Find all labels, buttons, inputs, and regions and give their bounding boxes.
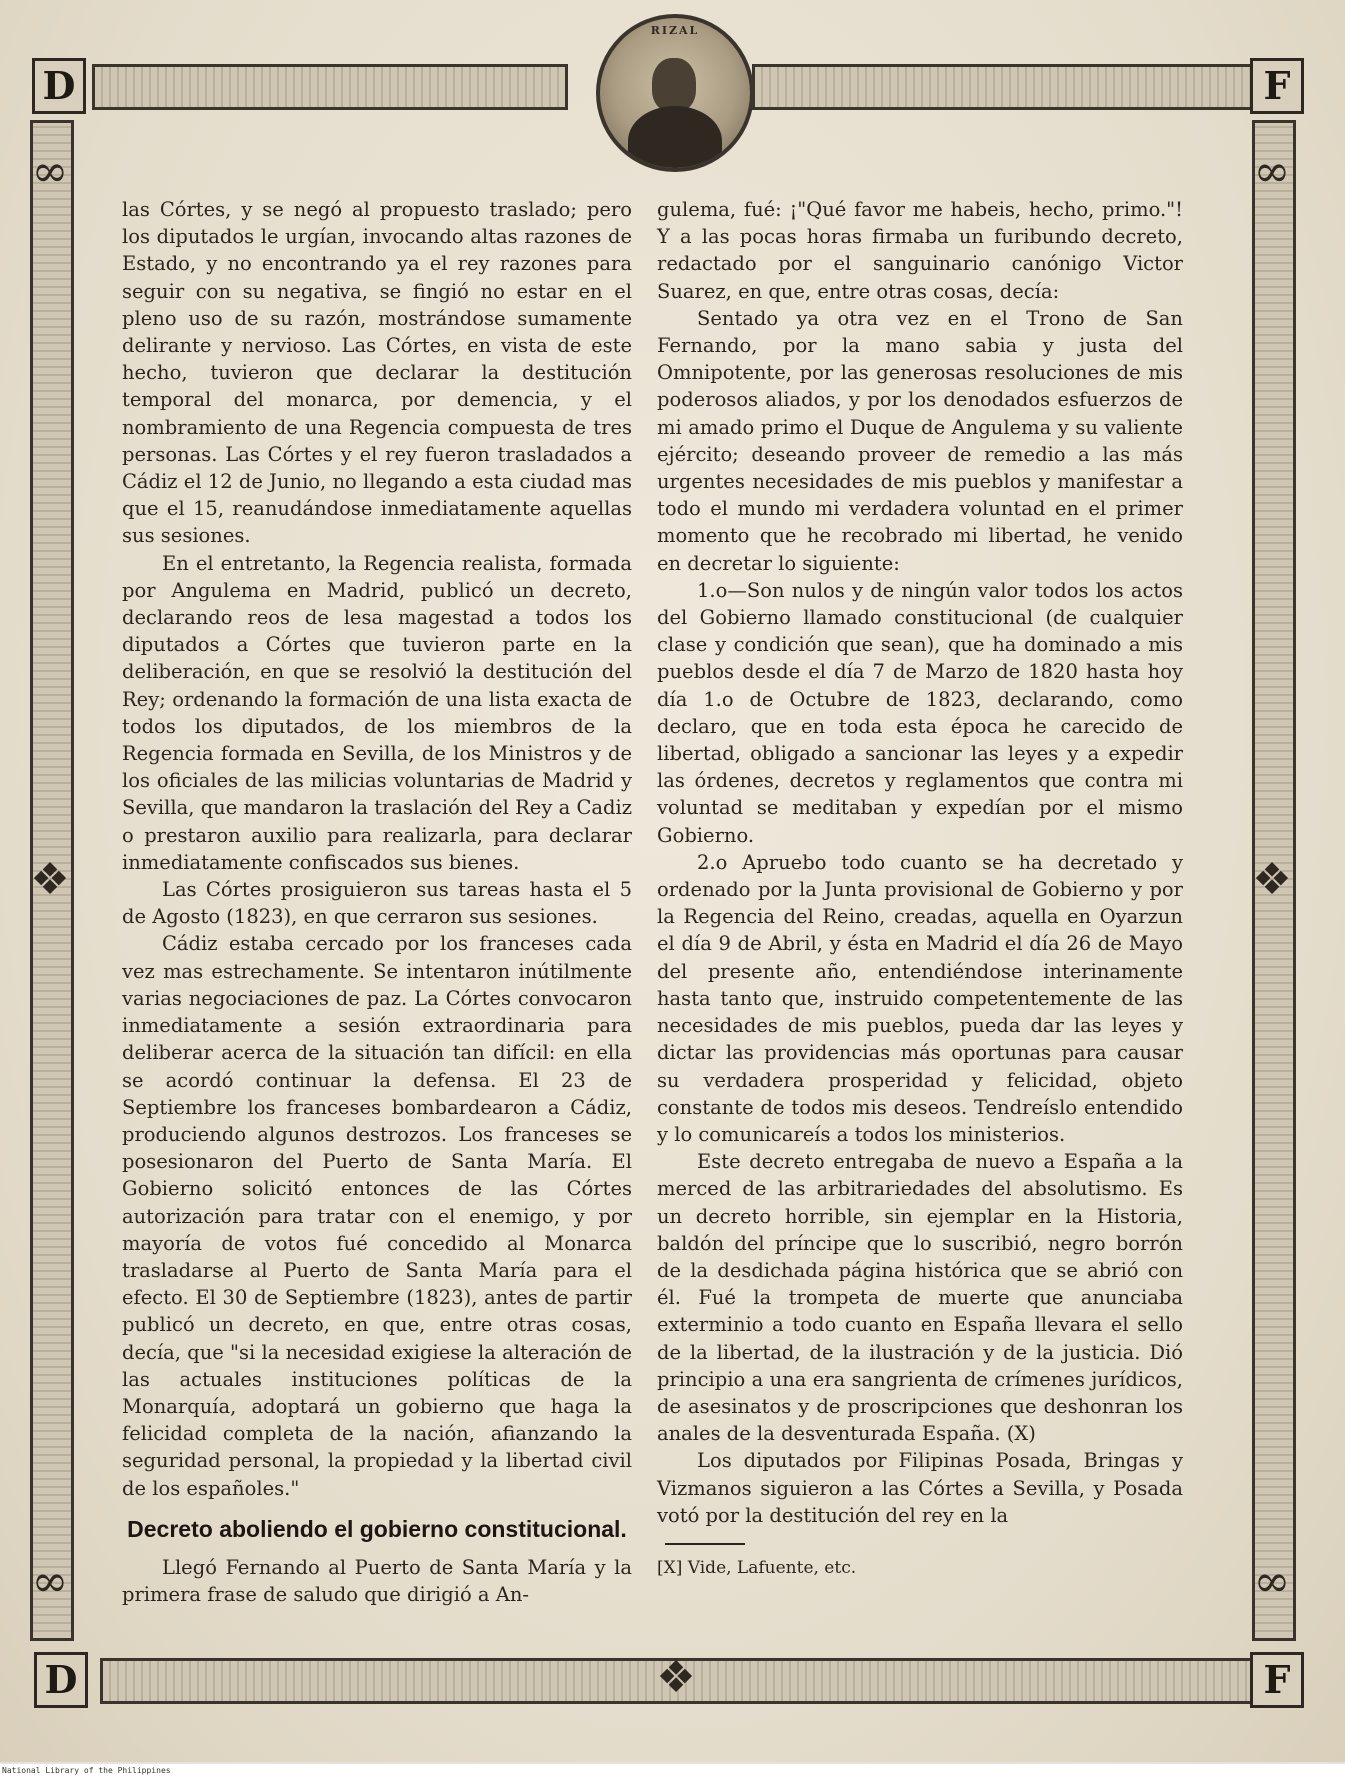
paragraph: Los diputados por Filipinas Posada, Bringas y Vizmanos siguieron a las Córtes a Sevilla, y Posada votó por la destitución del rey en la xyxy=(657,1449,1183,1527)
right-text-column xyxy=(657,196,1183,1582)
flower-ornament-icon: ❖ xyxy=(1252,854,1292,905)
left-text-column xyxy=(122,196,632,1608)
section-heading: Decreto aboliendo el gobierno constitucional. xyxy=(127,1515,627,1542)
portrait-head xyxy=(652,58,696,112)
paragraph: 1.o—Son nulos y de ningún valor todos los actos del Gobierno llamado constitucional (de cualquier clase y condición que sean), que ha dominado a mis pueblos desde el día 7 de Marzo de 1820 hasta hoy día 1.o de Octubre de 1823, declarando, como declaro, que en toda esta época he carecido de libertad, obligado a sancionar las leyes y a expedir las órdenes, decretos y reglamentos que contra mi voluntad se meditaban y expedían por el mismo Gobierno. xyxy=(657,578,1183,847)
corner-monogram-bottom-right: F xyxy=(1250,1652,1304,1708)
paragraph: Las Córtes prosiguieron sus tareas hasta el 5 de Agosto (1823), en que cerraron sus sesiones. xyxy=(122,878,632,929)
corner-monogram-bottom-left: D xyxy=(34,1652,88,1708)
border-top-left xyxy=(92,64,568,110)
corner-monogram-top-left: D xyxy=(32,58,86,114)
paragraph: Este decreto entregaba de nuevo a España a la merced de las arbitrariedades del absolutismo. Es un decreto horrible, sin ejemplar en la Historia, baldón del príncipe que lo suscribió, negro borrón de la desdichada página histórica que se abrió con él. Fué la trompeta de muerte que anunciaba exterminio a todo cuanto en España llevara el sello de la libertad, de la ilustración y de la justicia. Dió principio a una era sangrienta de crímenes jurídicos, de asesinatos y de proscripciones que deshonran los anales de la desventurada España. (X) xyxy=(657,1150,1183,1446)
library-credit: National Library of the Philippines xyxy=(0,1764,1345,1778)
flower-ornament-icon: ❖ xyxy=(30,854,70,905)
paragraph: Sentado ya otra vez en el Trono de San Fernando, por la mano sabia y justa del Omnipotente, por las generosas resoluciones de mis poderosos aliados, y por los denodados esfuerzos de mi amado primo el Duque de Angulema y su valiente ejército; deseando proveer de remedio a las más urgentes necesidades de mis pueblos y manifestar a todo el mundo mi verdadera voluntad en el primer momento que he recobrado mi libertad, he venido en decretar lo siguiente: xyxy=(657,306,1183,575)
paragraph: Llegó Fernando al Puerto de Santa María y la primera frase de saludo que dirigió a An- xyxy=(122,1555,632,1606)
paragraph: las Córtes, y se negó al propuesto traslado; pero los diputados le urgían, invocando altas razones de Estado, y no encontrando ya el rey razones para seguir con su negativa, se fingió no estar en el pleno uso de su razón, mostrándose sumamente delirante y nervioso. Las Córtes, en vista de este hecho, tuvieron que declarar la destitución temporal del monarca, por demencia, y el nombramiento de una Regencia compuesta de tres personas. Las Córtes y el rey fueron trasladados a Cádiz el 12 de Junio, no llegando a esta ciudad mas que el 15, reanudándose inmediatamente aquellas sus sesiones. xyxy=(122,198,632,548)
flower-ornament-icon: ❖ xyxy=(656,1652,696,1703)
ribbon-ornament-icon: ∞ xyxy=(1253,1556,1291,1607)
portrait-body xyxy=(628,106,722,172)
corner-monogram-top-right: F xyxy=(1250,58,1304,114)
footnote: [X] Vide, Lafuente, etc. xyxy=(657,1557,857,1578)
footnote-divider xyxy=(665,1543,745,1545)
paragraph: gulema, fué: ¡"Qué favor me habeis, hecho, primo."! Y a las pocas horas firmaba un furibundo decreto, redactado por el sanguinario canónigo Victor Suarez, en que, entre otras cosas, decía: xyxy=(657,198,1183,303)
paragraph: 2.o Apruebo todo cuanto se ha decretado y ordenado por la Junta provisional de Gobierno y por la Regencia del Reino, creadas, aquella en Oyarzun el día 9 de Abril, y ésta en Madrid el día 26 de Mayo del presente año, entendiéndose interinamente hasta tanto que, instruido competentemente de las necesidades de mis pueblos, pueda dar las leyes y dictar las providencias más oportunas para causar su verdadera prosperidad y felicidad, objeto constante de todos mis deseos. Tendreíslo entendido y lo comunicareís a todos los ministerios. xyxy=(657,850,1183,1146)
rizal-portrait-medallion xyxy=(596,14,754,172)
paragraph: En el entretanto, la Regencia realista, formada por Angulema en Madrid, publicó un decreto, declarando reos de lesa magestad a todos los diputados a Córtes que tuvieron parte en la deliberación, en que se resolvió la destitución del Rey; ordenando la formación de una lista exacta de todos los diputados, de los miembros de la Regencia formada en Sevilla, de los Ministros y de los oficiales de las milicias voluntarias de Madrid y Sevilla, que mandaron la traslación del Rey a Cadiz o prestaron auxilio para realizarla, para declarar inmediatamente confiscados sus bienes. xyxy=(122,551,632,874)
ribbon-ornament-icon: ∞ xyxy=(31,146,69,197)
ribbon-ornament-icon: ∞ xyxy=(1253,146,1291,197)
medallion-label: RIZAL xyxy=(650,24,700,37)
border-top-right xyxy=(752,64,1258,110)
paragraph: Cádiz estaba cercado por los franceses cada vez mas estrechamente. Se intentaron inútilmente varias negociaciones de paz. La Córtes convocaron inmediatamente a sesión extraordinaria para deliberar acerca de la situación tan difícil: en ella se acordó continuar la defensa. El 23 de Septiembre los franceses bombardearon a Cádiz, produciendo algunos destrozos. Los franceses se posesionaron del Puerto de Santa María. El Gobierno solicitó entonces de las Córtes autorización para tratar con el enemigo, y por mayoría de votos fué concedido al Monarca trasladarse al Puerto de Santa María para el efecto. El 30 de Septiembre (1823), antes de partir publicó un decreto, en que, entre otras cosas, decía, que "si la necesidad exigiese la alteración de las actuales instituciones políticas de la Monarquía, adoptará un gobierno que haga la felicidad completa de la nación, afianzando la seguridad personal, la propiedad y la libertad civil de los españoles." xyxy=(122,932,632,1500)
ribbon-ornament-icon: ∞ xyxy=(31,1556,69,1607)
